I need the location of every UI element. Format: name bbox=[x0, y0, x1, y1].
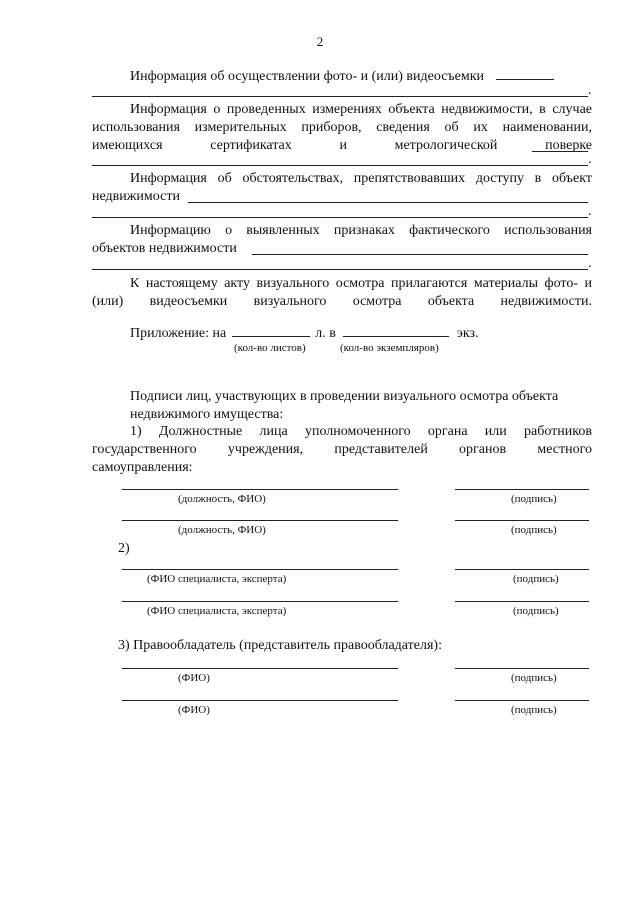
access-obstacles-blank[interactable] bbox=[188, 202, 588, 203]
usage-signs-blank[interactable] bbox=[252, 254, 588, 255]
expert-1-name-line[interactable] bbox=[122, 569, 398, 570]
expert-2-name-line[interactable] bbox=[122, 601, 398, 602]
group2-label: 2) bbox=[118, 541, 130, 556]
official-2-position-caption: (должность, ФИО) bbox=[178, 524, 266, 536]
owner-2-signature-line[interactable] bbox=[455, 700, 589, 701]
expert-2-name-caption: (ФИО специалиста, эксперта) bbox=[147, 605, 287, 617]
measurements-info-blank[interactable] bbox=[532, 151, 588, 152]
access-obstacles-second-line bbox=[92, 188, 592, 206]
attachment-middle: л. в bbox=[315, 326, 336, 341]
group1-line1: 1) Должностные лица уполномоченного органа или работников bbox=[130, 424, 592, 439]
owner-1-signature-caption: (подпись) bbox=[511, 672, 557, 684]
attachment-prefix: Приложение: на bbox=[130, 326, 227, 341]
copies-count-field[interactable] bbox=[343, 323, 449, 337]
sheets-count-field[interactable] bbox=[232, 323, 310, 337]
page-number: 2 bbox=[316, 34, 324, 49]
official-2-signature-caption: (подпись) bbox=[511, 524, 557, 536]
attachments-statement: К настоящему акту визуального осмотра прилагаются материалы фото- и (или) видеосъемки визуального осмотра объекта недвижимости. bbox=[92, 276, 592, 309]
attachment-line bbox=[130, 323, 530, 343]
official-2-position-line[interactable] bbox=[122, 520, 398, 521]
attachment-suffix: экз. bbox=[456, 326, 479, 341]
access-obstacles-line1: Информация об обстоятельствах, препятствовавших доступу в объект bbox=[130, 171, 592, 186]
access-obstacles-line-2[interactable] bbox=[92, 217, 588, 218]
end-dot: . bbox=[588, 256, 592, 271]
photo-video-info-label: Информация об осуществлении фото- и (или) видеосъемки bbox=[130, 69, 485, 84]
usage-signs-title bbox=[92, 222, 592, 240]
usage-signs-line2: объектов недвижимости bbox=[92, 241, 237, 256]
measurements-info-text: Информация о проведенных измерениях объекта недвижимости, в случае использования измерительных приборов, сведения об их наименовании, имеющихся сертификатах и метрологической поверке bbox=[92, 102, 592, 153]
expert-1-signature-caption: (подпись) bbox=[513, 573, 559, 585]
expert-2-signature-line[interactable] bbox=[455, 601, 589, 602]
signatures-intro-text: Подписи лиц, участвующих в проведении визуального осмотра объекта недвижимого имущества: bbox=[130, 389, 559, 422]
photo-video-info-blank[interactable] bbox=[496, 66, 554, 80]
end-dot: . bbox=[588, 204, 592, 219]
owner-1-name-line[interactable] bbox=[122, 668, 398, 669]
expert-2-signature-caption: (подпись) bbox=[513, 605, 559, 617]
expert-1-signature-line[interactable] bbox=[455, 569, 589, 570]
access-obstacles-title bbox=[92, 170, 592, 188]
usage-signs-line1: Информацию о выявленных признаках фактического использования bbox=[130, 223, 592, 238]
official-2-signature-line[interactable] bbox=[455, 520, 589, 521]
usage-signs-line-2[interactable] bbox=[92, 269, 588, 270]
group1-line3: самоуправления: bbox=[92, 460, 193, 475]
official-1-signature-caption: (подпись) bbox=[511, 493, 557, 505]
group3-label: 3) Правообладатель (представитель правообладателя): bbox=[118, 638, 442, 653]
owner-2-name-caption: (ФИО) bbox=[178, 704, 210, 716]
end-dot: . bbox=[588, 83, 592, 98]
group1-line1-row bbox=[92, 423, 592, 441]
owner-1-signature-line[interactable] bbox=[455, 668, 589, 669]
group1-line2: государственного учреждения, представителей органов местного bbox=[92, 442, 592, 457]
caption-copies: (кол-во экземпляров) bbox=[340, 342, 439, 354]
photo-video-info-line bbox=[92, 66, 592, 86]
official-1-signature-line[interactable] bbox=[455, 489, 589, 490]
owner-2-signature-caption: (подпись) bbox=[511, 704, 557, 716]
owner-1-name-caption: (ФИО) bbox=[178, 672, 210, 684]
official-1-position-caption: (должность, ФИО) bbox=[178, 493, 266, 505]
measurements-info-line-2[interactable] bbox=[92, 165, 588, 166]
expert-1-name-caption: (ФИО специалиста, эксперта) bbox=[147, 573, 287, 585]
owner-2-name-line[interactable] bbox=[122, 700, 398, 701]
official-1-position-line[interactable] bbox=[122, 489, 398, 490]
access-obstacles-line2: недвижимости bbox=[92, 189, 180, 204]
end-dot: . bbox=[588, 152, 592, 167]
photo-video-info-line-2[interactable] bbox=[92, 96, 588, 97]
signatures-intro bbox=[92, 388, 592, 424]
caption-sheets: (кол-во листов) bbox=[234, 342, 306, 354]
usage-signs-second-line bbox=[92, 240, 592, 258]
